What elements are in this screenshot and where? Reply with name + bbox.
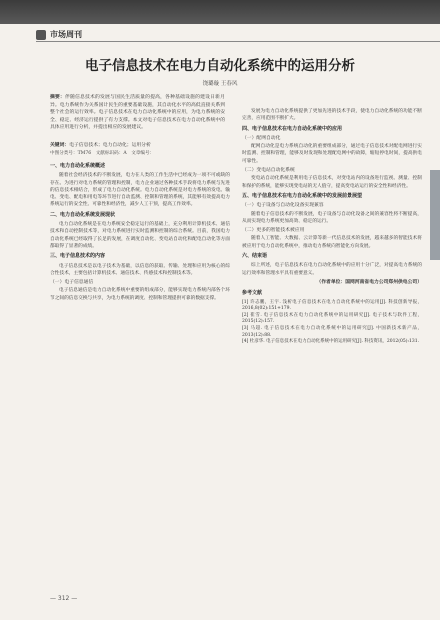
column-icon — [36, 30, 46, 40]
reference-item: [3] 马超. 电子信息技术在电力自动化系统中的运用研究[J]. 中国新技术新产品，2013(12):88. — [242, 325, 422, 338]
abstract — [50, 94, 225, 132]
section-heading: 六、结束语 — [242, 253, 268, 260]
column-tag — [36, 29, 82, 40]
page-number: — 312 — — [50, 595, 78, 602]
section-heading: 四、电子信息技术在电力自动化系统中的应用 — [242, 125, 343, 132]
reference-item: [2] 崔雪. 电子信息技术在电力自动化系统中的运用研究[J]. 电子技术与软件工程，2015(12):157. — [242, 312, 422, 325]
section-heading: 一、电力自动化系统概述 — [50, 163, 106, 169]
section-heading: 三、电子信息技术的内容 — [50, 253, 106, 260]
authors: 饶璐璇 王春风 — [202, 81, 238, 87]
header-bar — [0, 0, 440, 24]
subsection-heading: （二）更多的智能技术被应用 — [242, 228, 305, 234]
subsection-heading: （一）配网自动化 — [242, 135, 281, 141]
paragraph: 随着电子信息技术的不断发展，电子设备与自动化设备之间的兼容性将不断提高，从而实现电力系统更加高效、稳定的运行。 — [242, 211, 422, 224]
author-unit: （作者单位：国网河南省电力公司郑州供电公司） — [316, 278, 422, 285]
section-heading: 五、电子信息技术在电力自动化系统中的发展前景展望 — [242, 192, 363, 199]
paragraph: 电子信息通信是电力自动化系统中重要的组成部分，能够实现电力系统内部各个环节之间的信息交换与共享，为电力系统的调度、控制和管理提供可靠的数据支撑。 — [50, 288, 230, 301]
section-heading: 二、电力自动化系统发展现状 — [50, 211, 116, 218]
paragraph: 发展为电力自动化系统提供了更加先进的技术手段，使电力自动化系统的功能不断完善，应用范围不断扩大。 — [242, 109, 422, 122]
article-title: 电子信息技术在电力自动化系统中的运用分析 — [85, 58, 355, 74]
keywords-label: 关键词： — [50, 142, 70, 148]
right-column — [242, 108, 422, 346]
abstract-label: 摘要： — [50, 94, 66, 100]
header-rule — [36, 41, 440, 42]
subsection-heading: （一）电子设备与自动化设备实现兼容 — [242, 203, 324, 209]
subsection-heading: （二）变电站自动化系统 — [242, 168, 295, 174]
classification: 中图分类号：TM76 文献标识码：A 文章编号： — [50, 151, 155, 156]
paragraph: 综上所述，电子信息技术在电力自动化系统中的应用十分广泛，对提高电力系统的运行效率和管理水平具有重要意义。 — [242, 263, 422, 276]
reference-item: [4] 杜彦华. 电子信息技术在电力自动化系统中的运用研究[J]. 科技资讯，2012(05):131. — [242, 339, 420, 345]
paragraph: 变电站自动化系统是利用电子信息技术，对变电站内的设备进行监视、测量、控制和保护的系统，能够实现变电站的无人值守，提高变电站运行的安全性和经济性。 — [242, 176, 422, 189]
left-column — [50, 160, 230, 302]
paragraph: 电子信息技术是以电子技术为基础，以信息的获取、传输、处理和应用为核心的综合性技术，主要包括计算机技术、通信技术、传感技术和控制技术等。 — [50, 263, 230, 276]
paragraph: 电力自动化系统是在电力系统安全稳定运行的基础上，充分利用计算机技术、通信技术和自动控制技术等，对电力系统进行实时监测和控制的综合系统。目前，我国电力自动化系统已经取得了长足的发展，在调度自动化、变电站自动化和配电自动化等方面都取得了显著的成绩。 — [50, 222, 230, 249]
references-heading: 参考文献 — [242, 290, 263, 297]
column-label: 市场周刊 — [50, 30, 82, 39]
subsection-heading: （一）电子信息通信 — [50, 280, 94, 286]
paragraph: 随着社会经济技术的不断发展，电力在人类的工作生活中已经成为一项不可或缺的存在。为进行对电力系统的管理和控制，电力企业通过各种技术手段将电力系统与先进的信息技术相结合，形成了电力自动化系统。电力自动化系统是对电力系统的发电、输电、变电、配电和用电等环节进行自动监测、控制和管理的系统，其能够有效提高电力系统运行的安全性、可靠性和经济性，减少人工干预，提高工作效率。 — [50, 173, 230, 208]
paragraph: 配网自动化是电力系统自动化的重要组成部分，通过电子信息技术对配电网进行实时监测、控制和管理，能够及时发现和处理配电网中的故障，缩短停电时间，提高供电可靠性。 — [242, 144, 422, 164]
abstract-text: 伴随信息技术的发展与国民生活质量的提高，各种基础设施的建设日新月异。电力系统作为关系国计民生的重要基础设施，其自动化水平的高低直接关系到整个社会的运行效率。电子信息技术在电力自动化系统中的应用，为电力系统的安全、稳定、经济运行提供了有力支撑。本文对电子信息技术在电力自动化系统中的具体应用进行分析，并提出相应的发展建议。 — [50, 95, 225, 130]
keywords-text: 电子信息技术；电力自动化；运用分析 — [69, 143, 151, 148]
reference-item: [1] 许志鹏，王宇. 浅析电子信息技术在电力自动化系统中的运用[J]. 科技创新导报，2016,8(02):151+179. — [242, 299, 422, 312]
side-tab — [430, 170, 440, 260]
paragraph: 随着人工智能、大数据、云计算等新一代信息技术的发展，越来越多的智能技术将被应用于电力自动化系统中，推动电力系统向智能化方向发展。 — [242, 236, 422, 249]
keywords — [50, 141, 225, 148]
